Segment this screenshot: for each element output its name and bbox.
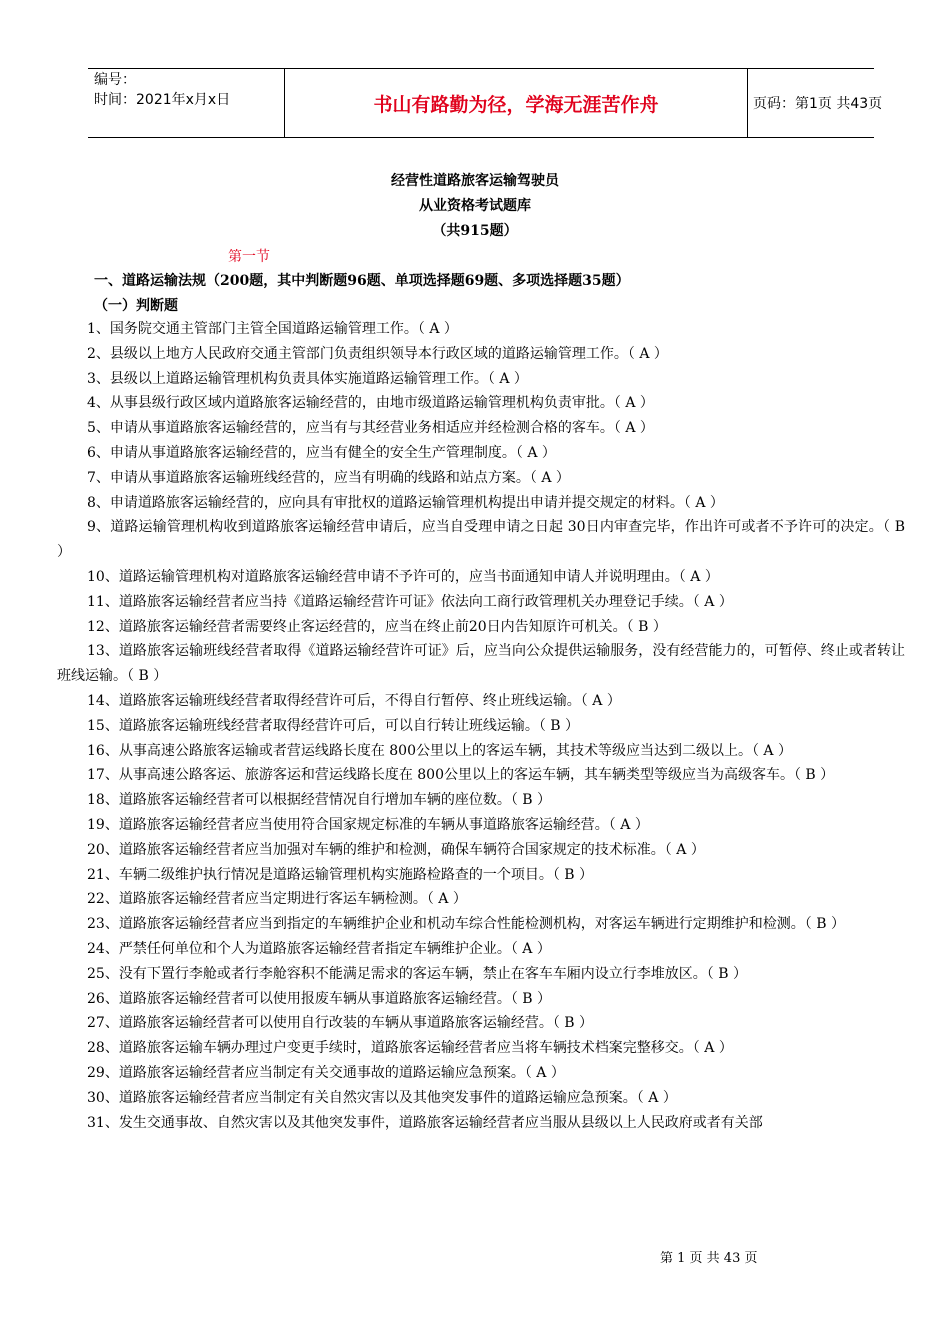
page-code: 页码：第1页 共43页 xyxy=(753,96,883,112)
question-item: 10、道路运输管理机构对道路旅客运输经营申请不予许可的，应当书面通知申请人并说明理由。（ A ） xyxy=(87,568,719,585)
question-item: 3、县级以上道路运输管理机构负责具体实施道路运输管理工作。（ A ） xyxy=(87,370,528,387)
doc-title-line3: （共915题） xyxy=(432,223,518,239)
doc-title-line1: 经营性道路旅客运输驾驶员 xyxy=(391,173,559,189)
question-item: 15、道路旅客运输班线经营者取得经营许可后，可以自行转让班线运输。（ B ） xyxy=(87,717,580,734)
question-item: 17、从事高速公路客运、旅游客运和营运线路长度在 800公里以上的客运车辆，其车辆类型等级应当为高级客车。（ B ） xyxy=(87,767,835,784)
header-page-cell xyxy=(747,69,883,137)
question-item: 2、县级以上地方人民政府交通主管部门负责组织领导本行政区域的道路运输管理工作。（ A ） xyxy=(87,345,668,362)
question-item: 6、申请从事道路旅客运输经营的，应当有健全的安全生产管理制度。（ A ） xyxy=(87,444,556,461)
question-item: 30、道路旅客运输经营者应当制定有关自然灾害以及其他突发事件的道路运输应急预案。（ A ） xyxy=(87,1089,677,1106)
section-label: 第一节 xyxy=(228,249,270,265)
question-item: 29、道路旅客运输经营者应当制定有关交通事故的道路运输应急预案。（ A ） xyxy=(87,1064,565,1081)
question-item: 22、道路旅客运输经营者应当定期进行客运车辆检测。（ A ） xyxy=(87,891,467,908)
question-list xyxy=(57,317,905,1135)
question-item: 8、申请道路旅客运输经营的，应向具有审批权的道路运输管理机构提出申请并提交规定的材料。（ A ） xyxy=(87,494,724,511)
question-item: 1、国务院交通主管部门主管全国道路运输管理工作。（ A ） xyxy=(87,321,458,337)
question-item: 12、道路旅客运输经营者需要终止客运经营的，应当在终止前20日内告知原许可机关。（ B ） xyxy=(87,618,667,635)
header-motto-cell xyxy=(284,69,748,137)
doc-title-line2: 从业资格考试题库 xyxy=(419,198,531,214)
date-label: 时间：2021年x月x日 xyxy=(94,92,231,108)
question-item: 4、从事县级行政区域内道路旅客运输经营的，由地市级道路运输管理机构负责审批。（ A ） xyxy=(87,395,654,412)
question-item: 16、从事高速公路旅客运输或者营运线路长度在 800公里以上的客运车辆，其技术等级应当达到二级以上。（ A ） xyxy=(87,742,792,759)
question-item: 5、申请从事道路旅客运输经营的，应当有与其经营业务相适应并经检测合格的客车。（ A ） xyxy=(87,420,654,437)
section-heading: 一、道路运输法规（200题，其中判断题96题、单项选择题69题、多项选择题35题） xyxy=(94,273,630,289)
question-item: 28、道路旅客运输车辆办理过户变更手续时，道路旅客运输经营者应当将车辆技术档案完整移交。（ A ） xyxy=(87,1040,733,1057)
page-footer: 第 1 页 共 43 页 xyxy=(660,1251,758,1266)
question-item: 31、发生交通事故、自然灾害以及其他突发事件，道路旅客运输经营者应当服从县级以上人民政府或者有关部 xyxy=(87,1114,763,1131)
question-item: 25、没有下置行李舱或者行李舱容积不能满足需求的客运车辆，禁止在客车车厢内设立行李堆放区。（ B ） xyxy=(87,965,748,982)
subsection-heading: （一）判断题 xyxy=(94,298,178,314)
question-item: 26、道路旅客运输经营者可以使用报废车辆从事道路旅客运输经营。（ B ） xyxy=(87,990,552,1007)
page-header xyxy=(88,68,883,138)
question-item: 19、道路旅客运输经营者应当使用符合国家规定标准的车辆从事道路旅客运输经营。（ A ） xyxy=(87,816,649,833)
question-item: 27、道路旅客运输经营者可以使用自行改装的车辆从事道路旅客运输经营。（ B ） xyxy=(87,1015,594,1032)
header-meta-cell xyxy=(88,69,284,137)
question-item: 7、申请从事道路旅客运输班线经营的，应当有明确的线路和站点方案。（ A ） xyxy=(87,469,570,486)
question-item: 9、道路运输管理机构收到道路旅客运输经营申请后，应当自受理申请之日起 30日内审查完毕，作出许可或者不予许可的决定。（ B ） xyxy=(57,519,905,561)
question-item: 24、严禁任何单位和个人为道路旅客运输经营者指定车辆维护企业。（ A ） xyxy=(87,940,551,957)
code-label: 编号： xyxy=(94,72,136,88)
question-item: 21、车辆二级维护执行情况是道路运输管理机构实施路检路查的一个项目。（ B ） xyxy=(87,866,594,883)
question-item: 18、道路旅客运输经营者可以根据经营情况自行增加车辆的座位数。（ B ） xyxy=(87,792,552,809)
motto: 书山有路勤为径，学海无涯苦作舟 xyxy=(373,93,659,116)
question-item: 11、道路旅客运输经营者应当持《道路运输经营许可证》依法向工商行政管理机关办理登记手续。（ A ） xyxy=(87,593,733,610)
question-item: 13、道路旅客运输班线经营者取得《道路运输经营许可证》后，应当向公众提供运输服务，没有经营能力的，可暂停、终止或者转让班线运输。（ B ） xyxy=(57,643,905,685)
question-item: 14、道路旅客运输班线经营者取得经营许可后，不得自行暂停、终止班线运输。（ A ） xyxy=(87,692,621,709)
question-item: 23、道路旅客运输经营者应当到指定的车辆维护企业和机动车综合性能检测机构，对客运车辆进行定期维护和检测。（ B ） xyxy=(87,916,845,933)
question-item: 20、道路旅客运输经营者应当加强对车辆的维护和检测，确保车辆符合国家规定的技术标准。（ A ） xyxy=(87,841,705,858)
